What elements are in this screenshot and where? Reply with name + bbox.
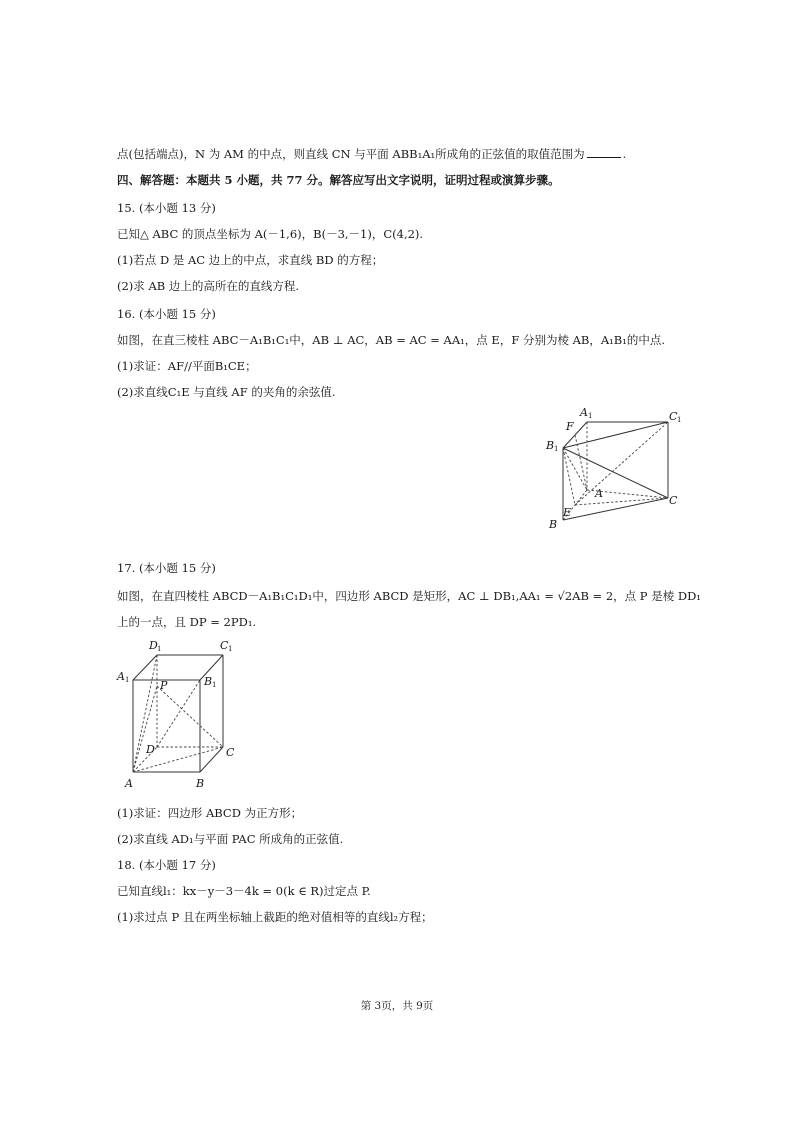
q18-part1: (1)求过点 P 且在两坐标轴上截距的绝对值相等的直线l₂方程；	[117, 910, 433, 924]
label-A1-sub: 1	[125, 676, 130, 684]
page-footer: 第 3页，共 9页	[360, 1000, 434, 1012]
label-B1: B	[546, 439, 555, 452]
q15-heading: 15. (本小题 13 分)	[117, 201, 216, 215]
label-C: C	[226, 746, 235, 759]
label-C: C	[669, 494, 678, 507]
label-D1-sub: 1	[157, 645, 162, 653]
label-A: A	[595, 487, 603, 500]
q14-continuation	[117, 146, 626, 162]
q16-prism-figure	[540, 402, 680, 532]
label-B: B	[549, 518, 558, 531]
q14-text: 点(包括端点)，N 为 AM 的中点，则直线 CN 与平面 ABB₁A₁所成角的正弦值的取值范围为	[117, 147, 585, 161]
label-F: F	[566, 420, 574, 433]
q16-stem: 如图，在直三棱柱 ABC－A₁B₁C₁中，AB ⊥ AC，AB = AC = AA₁，点 E，F 分别为棱 AB，A₁B₁的中点.	[117, 333, 665, 347]
label-A: A	[125, 777, 133, 790]
label-B1-sub: 1	[212, 681, 217, 689]
label-A1-sub: 1	[588, 412, 593, 420]
q15-part1: (1)若点 D 是 AC 边上的中点，求直线 BD 的方程；	[117, 253, 384, 267]
label-A1: A	[117, 670, 125, 683]
label-C1-sub: 1	[228, 645, 233, 653]
label-E: E	[563, 506, 572, 519]
label-B1-sub: 1	[554, 445, 559, 453]
label-P: P	[160, 679, 168, 692]
q15-stem: 已知△ ABC 的顶点坐标为 A(－1,6)，B(－3,－1)，C(4,2).	[117, 227, 424, 241]
label-D: D	[146, 743, 155, 756]
q17-part1: (1)求证：四边形 ABCD 为正方形；	[117, 806, 303, 820]
q15-part2: (2)求 AB 边上的高所在的直线方程.	[117, 279, 300, 293]
label-C1-sub: 1	[677, 416, 682, 424]
q18-heading: 18. (本小题 17 分)	[117, 858, 216, 872]
q16-part2: (2)求直线C₁E 与直线 AF 的夹角的余弦值.	[117, 385, 336, 399]
label-B1: B	[204, 675, 213, 688]
q17-stem-cont: 上的一点，且 DP = 2PD₁.	[117, 615, 257, 629]
q18-stem: 已知直线l₁：kx－y－3－4k = 0(k ∈ R)过定点 P.	[117, 884, 371, 898]
q14-end: .	[622, 147, 627, 161]
q17-stem: 如图，在直四棱柱 ABCD－A₁B₁C₁D₁中，四边形 ABCD 是矩形，AC ⊥ DB₁,AA₁ = √2AB = 2，点 P 是棱 DD₁	[117, 589, 701, 603]
label-D1: D	[149, 639, 158, 652]
label-C1: C	[220, 639, 229, 652]
answer-blank	[587, 146, 621, 158]
label-A1: A	[580, 406, 588, 419]
q17-prism-figure	[115, 634, 255, 794]
label-C1: C	[669, 410, 678, 423]
q16-heading: 16. (本小题 15 分)	[117, 307, 216, 321]
section-four-heading: 四、解答题：本题共 5 小题，共 77 分。解答应写出文字说明，证明过程或演算步骤。	[117, 173, 560, 187]
q17-heading: 17. (本小题 15 分)	[117, 561, 216, 575]
q16-part1: (1)求证：AF//平面B₁CE；	[117, 359, 257, 373]
q17-part2: (2)求直线 AD₁与平面 PAC 所成角的正弦值.	[117, 832, 344, 846]
label-B: B	[196, 777, 205, 790]
